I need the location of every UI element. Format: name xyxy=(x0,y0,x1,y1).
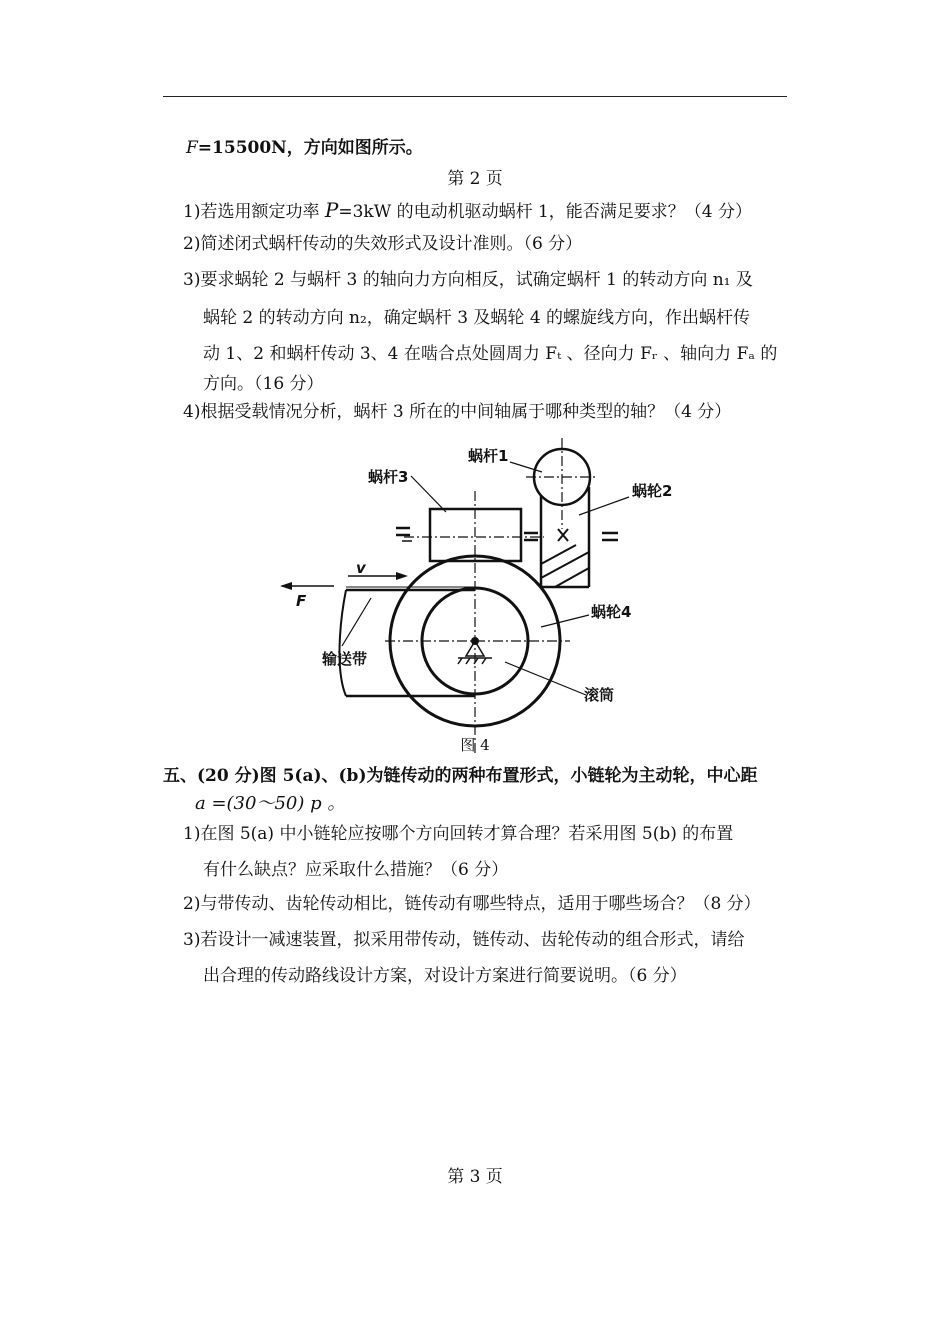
figure-caption: 图 4 xyxy=(460,736,490,754)
label-worm3: 蜗杆3 xyxy=(368,468,409,486)
q4-item-3-line2: 蜗轮 2 的转动方向 n₂，确定蜗杆 3 及蜗轮 4 的螺旋线方向，作出蜗杆传 xyxy=(203,308,751,328)
label-worm1: 蜗杆1 xyxy=(468,447,509,465)
q4-item-4: 4)根据受载情况分析，蜗杆 3 所在的中间轴属于哪种类型的轴？（4 分） xyxy=(183,402,732,422)
label-F: F xyxy=(296,592,307,610)
q5-item-3-line1: 3)若设计一减速装置，拟采用带传动，链传动、齿轮传动的组合形式，请给 xyxy=(183,930,745,950)
q5-item-3-line2: 出合理的传动路线设计方案，对设计方案进行简要说明。（6 分） xyxy=(203,966,687,986)
label-v: v xyxy=(356,559,366,577)
label-drum: 滚筒 xyxy=(584,686,615,704)
page-marker-bottom: 第 3 页 xyxy=(447,1167,503,1187)
page-marker-top: 第 2 页 xyxy=(447,169,503,189)
q4-item-1: 1)若选用额定功率 P=3kW 的电动机驱动蜗杆 1，能否满足要求？（4 分） xyxy=(183,198,753,222)
q4-item-3-line1: 3)要求蜗轮 2 与蜗杆 3 的轴向力方向相反，试确定蜗杆 1 的转动方向 n₁ 及 xyxy=(183,270,753,290)
q5-heading: 五、(20 分)图 5(a)、(b)为链传动的两种布置形式，小链轮为主动轮，中心距 xyxy=(163,766,758,786)
label-wheel2: 蜗轮2 xyxy=(632,482,673,500)
q5-item-1-line1: 1)在图 5(a) 中小链轮应按哪个方向回转才算合理？若采用图 5(b) 的布置 xyxy=(183,824,734,844)
q5-item-1-line2: 有什么缺点？应采取什么措施？（6 分） xyxy=(203,860,509,880)
q5-item-2-line1: 2)与带传动、齿轮传动相比，链传动有哪些特点，适用于哪些场合？（8 分） xyxy=(183,894,761,914)
top-line: F=15500N，方向如图所示。 xyxy=(186,138,423,158)
q4-item-2: 2)简述闭式蜗杆传动的失效形式及设计准则。（6 分） xyxy=(183,234,583,254)
label-belt: 输送带 xyxy=(322,650,368,668)
q4-item-3-line4: 方向。（16 分） xyxy=(203,374,324,394)
label-wheel4: 蜗轮4 xyxy=(591,603,632,621)
q4-item-3-line3: 动 1、2 和蜗杆传动 3、4 在啮合点处圆周力 Fₜ 、径向力 Fᵣ 、轴向力 Fₐ 的 xyxy=(203,344,778,364)
q5-formula: a =(30～50) p 。 xyxy=(195,793,346,814)
